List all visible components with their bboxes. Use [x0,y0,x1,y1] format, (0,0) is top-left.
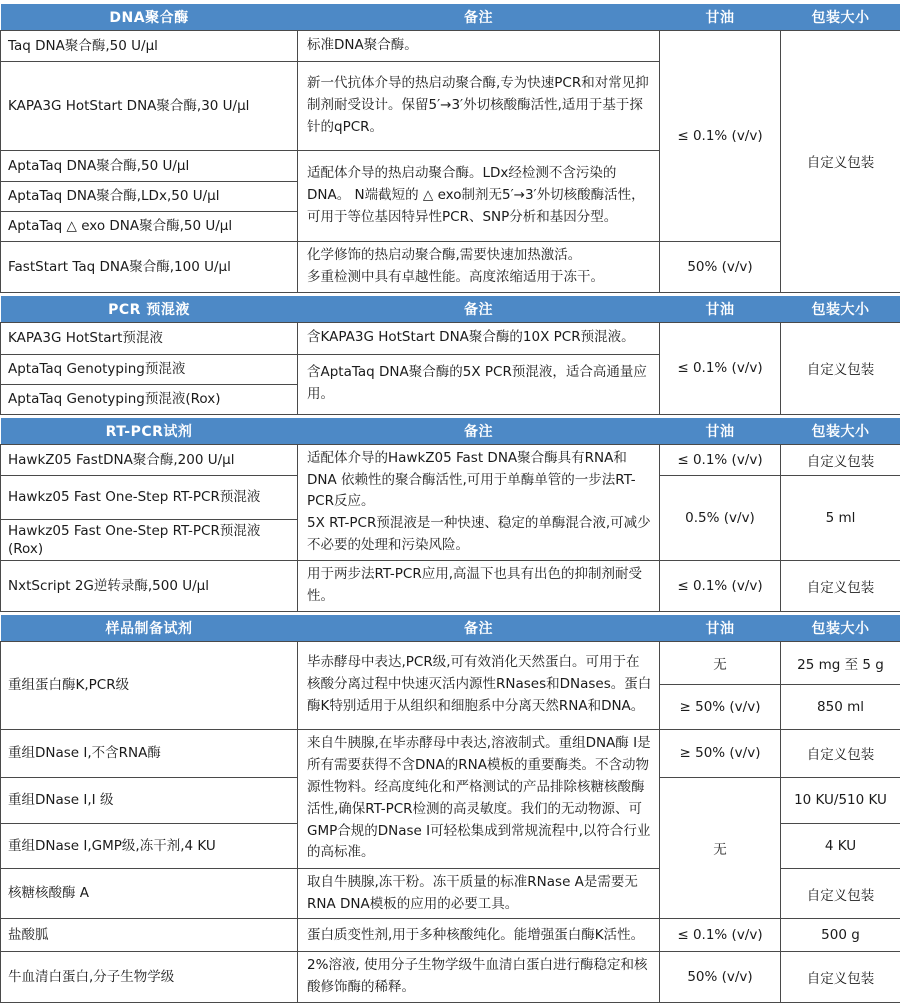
note-cell: 新一代抗体介导的热启动聚合酶,专为快速PCR和对常见抑 制剂耐受设计。保留5′→3′外切核酸酶活性,适用于基于探针的qPCR。 [298,62,660,151]
table-row [1,322,900,354]
note-cell: 蛋白质变性剂,用于多种核酸纯化。能增强蛋白酶K活性。 [298,919,660,952]
package-cell: 自定义包装 [781,31,900,293]
package-cell: 自定义包装 [781,322,900,414]
product-cell: NxtScript 2G逆转录酶,500 U/μl [1,561,298,612]
product-cell: 重组蛋白酶K,PCR级 [1,641,298,729]
col-header-glycerol: 甘油 [660,4,781,31]
table-row [1,444,900,475]
glycerol-cell: ≤ 0.1% (v/v) [660,919,781,952]
note-cell: 标准DNA聚合酶。 [298,31,660,62]
product-cell: AptaTaq Genotyping预混液 [1,354,298,384]
package-cell: 5 ml [781,475,900,560]
section-table-dna-polymerase [0,4,900,293]
package-cell: 自定义包装 [781,729,900,777]
section-table-rt-pcr [0,418,900,612]
product-cell: 重组DNase I,不含RNA酶 [1,729,298,777]
note-cell: 含AptaTaq DNA聚合酶的5X PCR预混液，适合高通量应用。 [298,354,660,414]
col-header-notes: 备注 [298,615,660,642]
table-row [1,641,900,684]
product-cell: AptaTaq Genotyping预混液(Rox) [1,384,298,414]
section-header-row [1,4,900,31]
table-row [1,242,900,293]
col-header-package: 包装大小 [781,4,900,31]
col-header-notes: 备注 [298,296,660,323]
note-line: 5X RT-PCR预混液是一种快速、稳定的单酶混合液,可减少不必要的处理和污染风险。 [307,513,653,557]
section-header-row [1,418,900,445]
note-cell: 含KAPA3G HotStart DNA聚合酶的10X PCR预混液。 [298,322,660,354]
note-cell: 取自牛胰腺,冻干粉。冻干质量的标准RNase A是需要无 RNA DNA模板的应用的必要工具。 [298,868,660,919]
note-line: 化学修饰的热启动聚合酶,需要快速加热激活。 [307,245,653,267]
product-cell: AptaTaq △ exo DNA聚合酶,50 U/μl [1,212,298,242]
note-line: 多重检测中具有卓越性能。高度浓缩适用于冻干。 [307,267,653,289]
section-title: RT-PCR试剂 [1,418,298,445]
product-cell: KAPA3G HotStart预混液 [1,322,298,354]
glycerol-cell: 无 [660,777,781,919]
section-title: 样品制备试剂 [1,615,298,642]
col-header-package: 包装大小 [781,615,900,642]
product-cell: 重组DNase I,I 级 [1,777,298,823]
package-cell: 4 KU [781,823,900,868]
note-cell: 2%溶液, 使用分子生物学级牛血清白蛋白进行酶稳定和核 酸修饰酶的稀释。 [298,952,660,1003]
section-header-row [1,296,900,323]
col-header-glycerol: 甘油 [660,615,781,642]
package-cell: 自定义包装 [781,444,900,475]
col-header-package: 包装大小 [781,418,900,445]
col-header-glycerol: 甘油 [660,418,781,445]
package-cell: 10 KU/510 KU [781,777,900,823]
section-title: PCR 预混液 [1,296,298,323]
col-header-notes: 备注 [298,418,660,445]
section-table-pcr-mix [0,296,900,415]
package-cell: 自定义包装 [781,561,900,612]
glycerol-cell: ≥ 50% (v/v) [660,684,781,729]
product-cell: 重组DNase I,GMP级,冻干剂,4 KU [1,823,298,868]
product-cell: Taq DNA聚合酶,50 U/μl [1,31,298,62]
product-cell: 盐酸胍 [1,919,298,952]
product-cell: Hawkz05 Fast One-Step RT-PCR预混液 [1,475,298,519]
section-title: DNA聚合酶 [1,4,298,31]
table-row [1,31,900,62]
glycerol-cell: 50% (v/v) [660,952,781,1003]
note-cell: 来自牛胰腺,在毕赤酵母中表达,溶液制式。重组DNA酶 I是 所有需要获得不含DNA的RNA模板的重要酶类。不含动物 源性物料。经高度纯化和严格测试的产品排除核糖核酸酶 活性,确保RT-PCR检测的高灵敏度。我们的无动物源、可 GMP合规的DNase I可轻松集成到常规流程中,以符合行业的高标准。 [298,729,660,868]
table-row [1,729,900,777]
product-cell: HawkZ05 FastDNA聚合酶,200 U/μl [1,444,298,475]
section-header-row [1,615,900,642]
glycerol-cell: ≤ 0.1% (v/v) [660,322,781,414]
product-cell: AptaTaq DNA聚合酶,LDx,50 U/μl [1,182,298,212]
product-cell: KAPA3G HotStart DNA聚合酶,30 U/μl [1,62,298,151]
product-cell: 牛血清白蛋白,分子生物学级 [1,952,298,1003]
note-line: 适配体介导的HawkZ05 Fast DNA聚合酶具有RNA和DNA 依赖性的聚合酶活性,可用于单酶单管的一步法RT-PCR反应。 [307,448,653,514]
glycerol-cell: ≤ 0.1% (v/v) [660,561,781,612]
table-row [1,952,900,1003]
package-cell: 500 g [781,919,900,952]
table-row [1,561,900,612]
note-cell [298,242,660,293]
col-header-glycerol: 甘油 [660,296,781,323]
glycerol-cell: ≤ 0.1% (v/v) [660,444,781,475]
col-header-package: 包装大小 [781,296,900,323]
product-cell: AptaTaq DNA聚合酶,50 U/μl [1,151,298,182]
table-row [1,919,900,952]
glycerol-cell: ≤ 0.1% (v/v) [660,31,781,242]
glycerol-cell: 50% (v/v) [660,242,781,293]
note-cell: 毕赤酵母中表达,PCR级,可有效消化天然蛋白。可用于在核酸分离过程中快速灭活内源性RNases和DNases。蛋白 酶K特别适用于从组织和细胞系中分离天然RNA和DNA。 [298,641,660,729]
glycerol-cell: 无 [660,641,781,684]
package-cell: 25 mg 至 5 g [781,641,900,684]
product-cell: FastStart Taq DNA聚合酶,100 U/μl [1,242,298,293]
col-header-notes: 备注 [298,4,660,31]
note-cell [298,444,660,560]
package-cell: 850 ml [781,684,900,729]
product-cell: Hawkz05 Fast One-Step RT-PCR预混液 (Rox) [1,519,298,560]
package-cell: 自定义包装 [781,952,900,1003]
product-cell: 核糖核酸酶 A [1,868,298,919]
note-cell: 适配体介导的热启动聚合酶。LDx经检测不含污染的DNA。 N端截短的 △ exo制剂无5′→3′外切核酸酶活性， 可用于等位基因特异性PCR、SNP分析和基因分型。 [298,151,660,242]
glycerol-cell: 0.5% (v/v) [660,475,781,560]
package-cell: 自定义包装 [781,868,900,919]
note-cell: 用于两步法RT-PCR应用,高温下也具有出色的抑制剂耐受性。 [298,561,660,612]
section-table-sample-prep [0,615,900,1003]
glycerol-cell: ≥ 50% (v/v) [660,729,781,777]
